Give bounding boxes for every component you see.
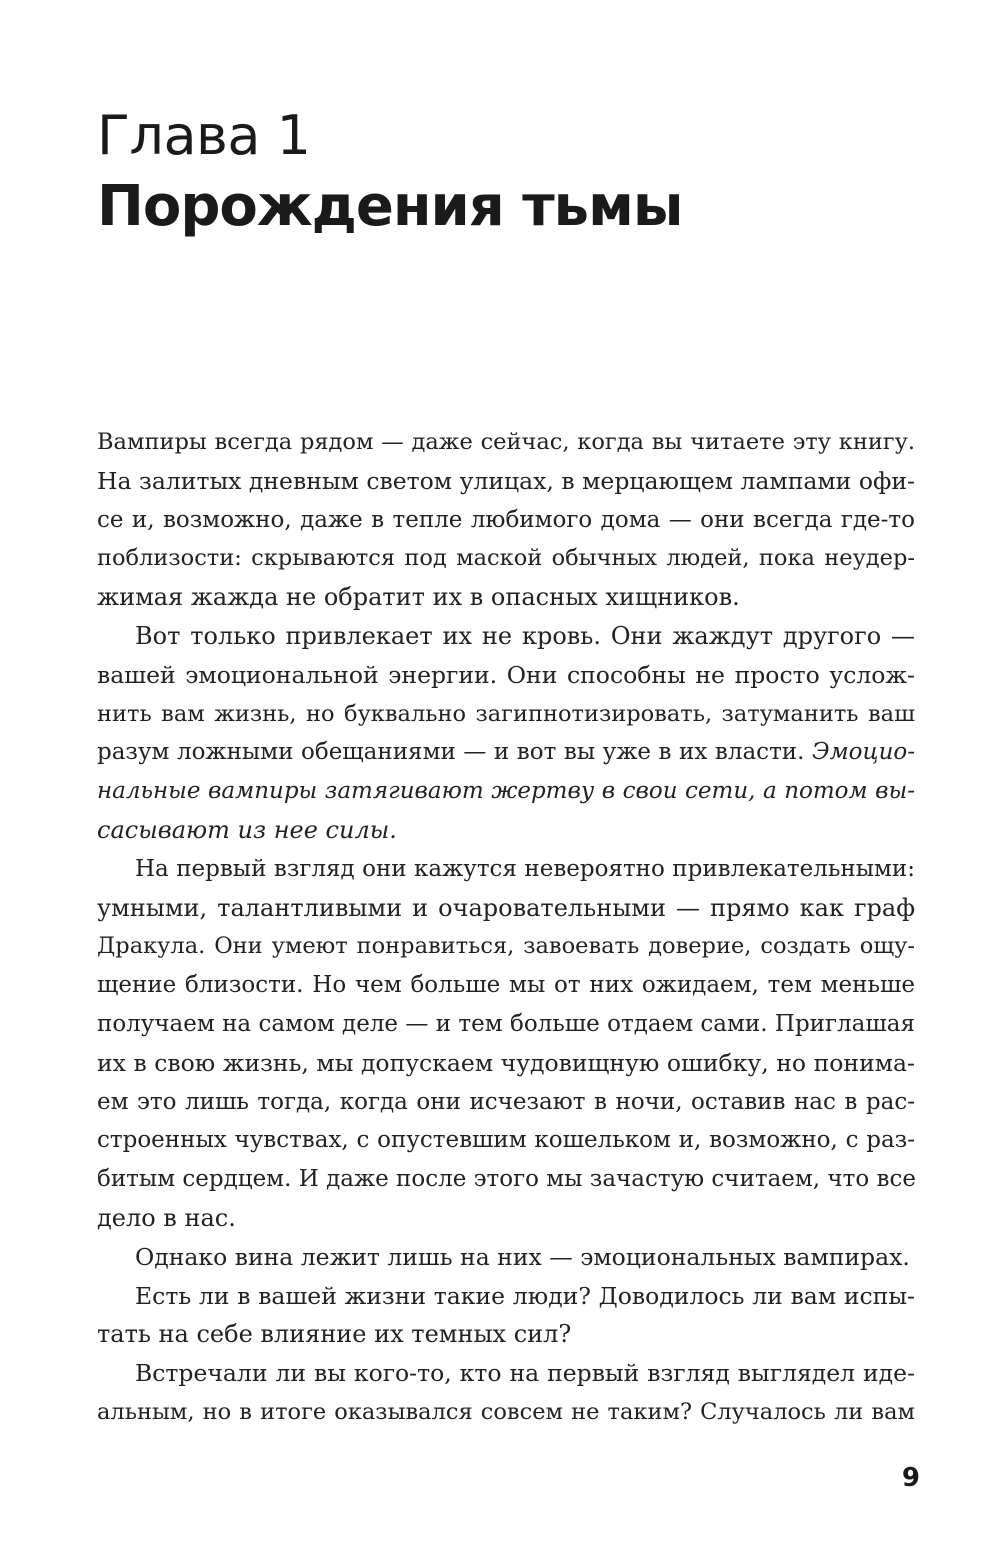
text-line: вашей эмоциональной энергии. Они способны не просто услож- [97, 660, 915, 689]
text-line: Вампиры всегда рядом — даже сейчас, когда вы читаете эту книгу. [97, 429, 915, 455]
text-line: нить вам жизнь, но буквально загипнотизировать, затуманить ваш [97, 700, 915, 727]
text-line: Вот только привлекает их не кровь. Они жаждут другого — [135, 621, 915, 650]
text-line: тать на себе влияние их темных сил? [97, 1320, 572, 1349]
italic-segment: нальные вампиры затягивают жертву в свои сети, а потом вы- [97, 778, 915, 805]
text-line: битым сердцем. И даже после этого мы зачастую считаем, что все [97, 1166, 916, 1193]
text-line: Есть ли в вашей жизни такие люди? Доводилось ли вам испы- [135, 1281, 915, 1310]
text-segment: разум ложными обещаниями — и вот вы уже в их власти. [97, 739, 812, 766]
text-line: дело в нас. [97, 1203, 236, 1232]
body-text [97, 423, 915, 1432]
chapter-title: Порождения тьмы [97, 174, 683, 239]
text-line: жимая жажда не обратит их в опасных хищников. [97, 583, 740, 612]
text-line: На первый взгляд они кажутся невероятно привлекательными: [135, 855, 915, 882]
text-line-italic [97, 772, 915, 811]
chapter-number: Глава 1 [97, 104, 311, 167]
text-line: Встречали ли вы кого-то, кто на первый взгляд выглядел иде- [135, 1359, 915, 1388]
text-line: альным, но в итоге оказывался совсем не таким? Случалось ли вам [97, 1398, 915, 1425]
text-line-mixed [97, 733, 915, 772]
text-line: умными, талантливыми и очаровательными — прямо как граф [97, 893, 915, 922]
italic-segment: сасывают из нее силы. [97, 815, 397, 844]
page-number: 9 [901, 1463, 920, 1493]
italic-segment: Эмоцио- [812, 739, 915, 766]
text-line: их в свою жизнь, мы допускаем чудовищную ошибку, но понима- [97, 1048, 915, 1077]
text-line: Однако вина лежит лишь на них — эмоциональных вампирах. [135, 1242, 910, 1271]
text-line: получаем на самом деле — и тем больше отдаем сами. Приглашая [97, 1010, 915, 1037]
text-line: Дракула. Они умеют понравиться, завоевать доверие, создать ощу- [97, 933, 915, 960]
text-line: ем это лишь тогда, когда они исчезают в ночи, оставив нас в рас- [97, 1088, 915, 1115]
text-line: поблизости: скрываются под маской обычных людей, пока неудер- [97, 545, 915, 572]
text-line: се и, возможно, даже в тепле любимого дома — они всегда где-то [97, 506, 915, 533]
text-line-italic [97, 811, 915, 850]
text-line: щение близости. Но чем больше мы от них ожидаем, тем меньше [97, 972, 915, 999]
text-line: строенных чувствах, с опустевшим кошельком и, возможно, с раз- [97, 1127, 915, 1154]
text-line: На залитых дневным светом улицах, в мерцающем лампами офи- [97, 466, 915, 495]
